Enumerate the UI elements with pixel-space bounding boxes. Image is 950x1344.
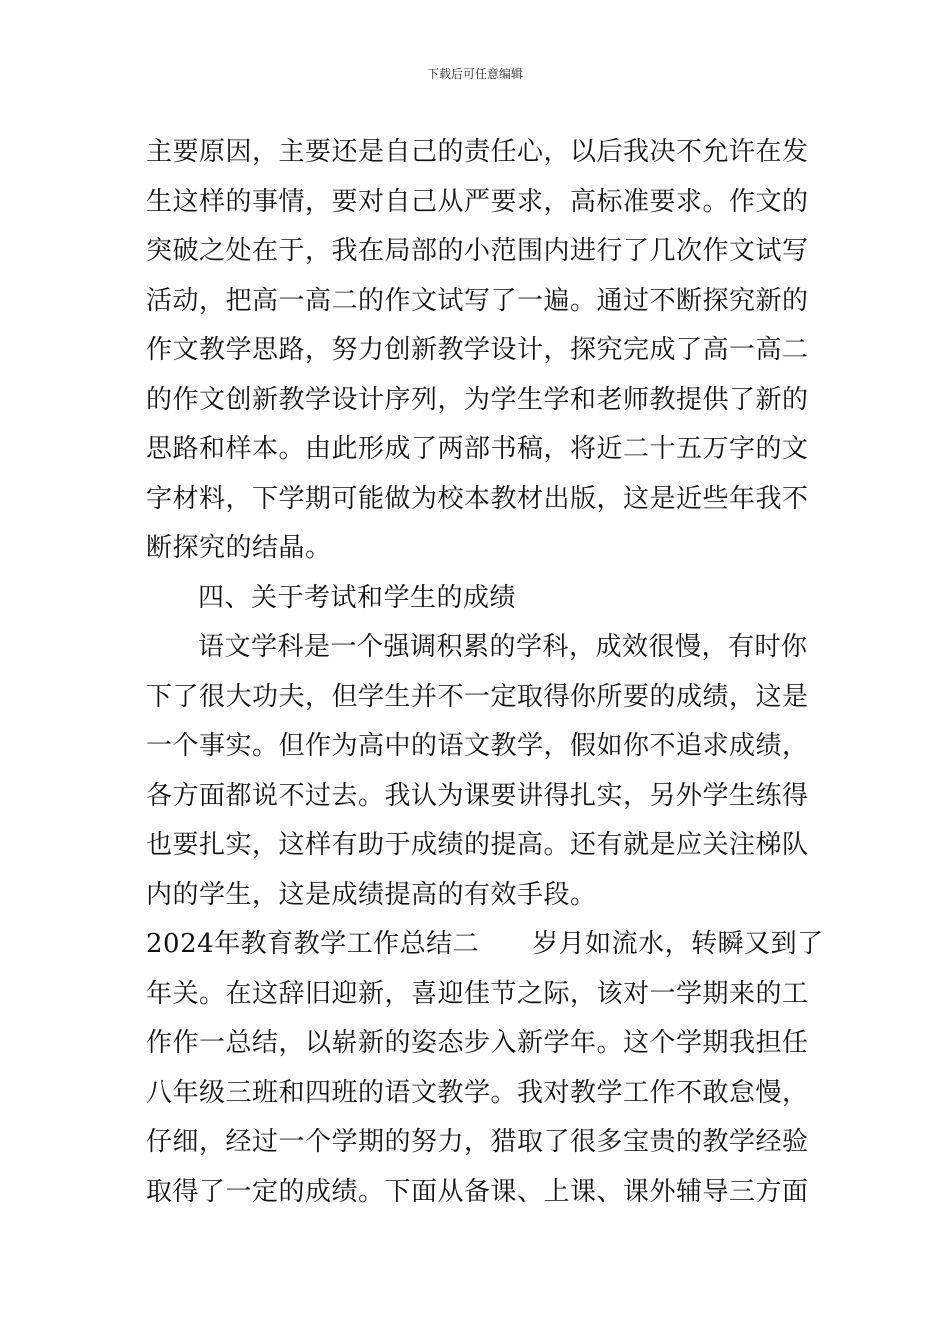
text-line: 作文教学思路，努力创新教学设计，探究完成了高一高二 [146,335,809,365]
text-line: 八年级三班和四班的语文教学。我对教学工作不敢怠慢， [146,1077,809,1108]
document-body [146,128,824,1217]
text-line: 取得了一定的成绩。下面从备课、上课、课外辅导三方面 [146,1176,809,1207]
text-line: 内的学生，这是成绩提高的有效手段。 [146,879,597,910]
text-line: 的作文创新教学设计序列，为学生学和老师教提供了新的 [146,384,809,415]
text-line: 也要扎实，这样有助于成绩的提高。还有就是应关注梯队 [146,830,809,860]
text-line: 生这样的事情，要对自己从严要求，高标准要求。作文的 [146,186,809,217]
text-line: 语文学科是一个强调积累的学科，成效很慢，有时你 [198,632,808,662]
text-line: 断探究的结晶。 [146,533,332,563]
text-line: 下了很大功夫，但学生并不一定取得你所要的成绩，这是 [146,681,809,712]
text-line: 思路和样本。由此形成了两部书稿，将近二十五万字的文 [146,434,809,464]
text-line: 作作一总结，以崭新的姿态步入新学年。这个学期我担任 [146,1028,809,1058]
text-line: 一个事实。但作为高中的语文教学，假如你不追求成绩， [146,731,809,761]
text-line: 活动，把高一高二的作文试写了一遍。通过不断探究新的 [146,285,809,316]
text-line: 2024年教育教学工作总结二 岁月如流水，转瞬又到了 [146,929,824,959]
text-line: 四、关于考试和学生的成绩 [198,582,517,613]
text-line: 年关。在这辞旧迎新，喜迎佳节之际，该对一学期来的工 [146,978,809,1009]
text-line: 字材料，下学期可能做为校本教材出版，这是近些年我不 [146,483,809,514]
text-line: 突破之处在于，我在局部的小范围内进行了几次作文试写 [146,236,809,266]
text-line: 仔细，经过一个学期的努力，猎取了很多宝贵的教学经验 [146,1127,809,1157]
text-line: 各方面都说不过去。我认为课要讲得扎实，另外学生练得 [146,780,809,811]
header-note: 下载后可任意编辑 [426,67,523,81]
text-line: 主要原因，主要还是自己的责任心，以后我决不允许在发 [146,137,809,167]
